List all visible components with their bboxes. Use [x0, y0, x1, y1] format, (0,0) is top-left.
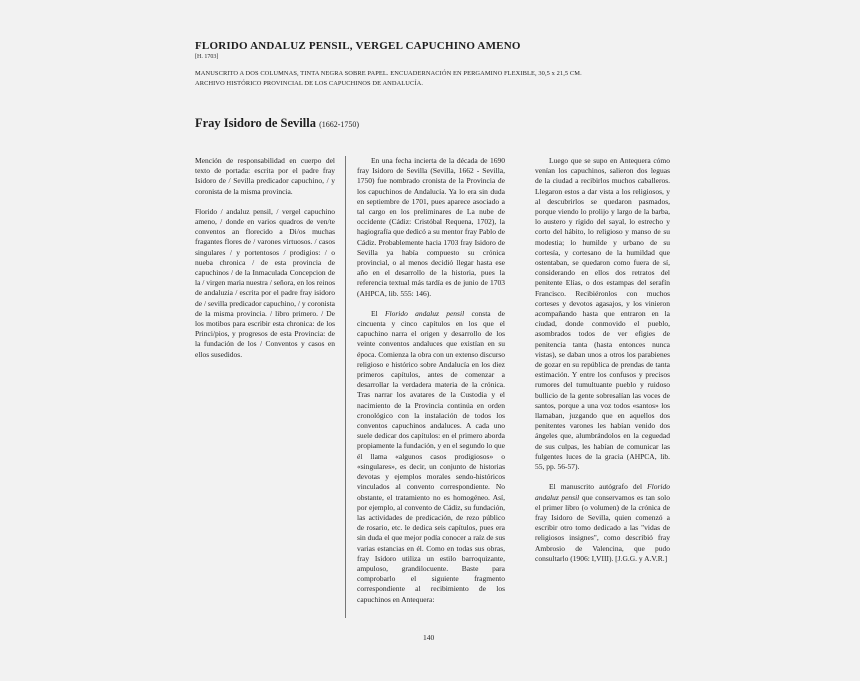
page-number: 140: [423, 633, 435, 642]
author-name: Fray Isidoro de Sevilla: [195, 116, 316, 130]
title-transcription-paragraph: Florido / andaluz pensil, / vergel capuchino ameno, / donde en varios quadros de ven/te conventos an florecido a Di/os muchas fragantes flores de / varones virtuosos. / casos singulares / y portentosos / prodigios: / o nueba chronica / de esta provincia de capuchinos / de la Inmaculada Concepcion de la / virgen maria nuestra / señora, en los reinos de andaluzia / escrita por el padre fray isidoro de / sevilla predicador capuchino, / y coronista de la misma provincia. / libro primero. / De los motibos para escribir esta chronica: de los Princi/pios, y progresos de esta Provincia: de la fundación de los / Conventos y casos en ellos susedidos.: [195, 206, 335, 359]
content-paragraph: [357, 309, 505, 605]
column-divider: [345, 156, 346, 618]
column-3: [535, 156, 670, 564]
column-2: [357, 156, 505, 605]
paragraph-body: consta de cincuenta y cinco capítulos en los que el capuchino narra el origen y desarrollo de los veinte conventos andaluces que existían en su época. Comienza la obra con un extenso discurso religioso e histórico sobre Andalucía en los diez primeros capítulos, antes de comenzar a desarrollar la verdadera materia de la crónica. Tras narrar los avatares de la Custodia y el nacimiento de la Provincia continúa en orden cronológico con la instalación de todos los conventos capuchinos andaluces. A cada uno suele dedicar dos capítulos: en el primero aborda propiamente la fundación, y en el segundo lo que él llama «algunos casos prodigiosos» o «singulares», es decir, un conjunto de historias devotas y ejemplos morales sendo-históricos vinculados al convento correspondiente. No obstante, el tratamiento no es homogéneo. Así, por ejemplo, al convento de Cádiz, su fundación, las actividades de predicación, de rezo público de rosario, etc. le dedica seis capítulos, pues era sin duda el que mejor podía conocer a raíz de sus varias estancias en él. Como en todas sus obras, fray Isidoro utiliza un estilo barroquizante, ampuloso, grandilocuente. Baste para comprobarlo el siguiente fragmento correspondiente al recibimiento de los capuchinos en Antequera:: [357, 308, 505, 604]
manuscript-description: MANUSCRITO A DOS COLUMNAS, TINTA NEGRA SOBRE PAPEL. ENCUADERNACIÓN EN PERGAMINO FLEXIBLE, 30,5 x 21,5 CM.: [195, 70, 582, 77]
paragraph-lead: El: [371, 308, 385, 318]
paragraph-lead: El manuscrito autógrafo del: [549, 482, 648, 492]
work-title-italic: Florido andaluz pensil: [535, 482, 670, 502]
author-years: (1662-1750): [319, 120, 360, 129]
history-paragraph: En una fecha incierta de la década de 1690 fray Isidoro de Sevilla (Sevilla, 1662 - Sevilla, 1750) fue nombrado cronista de la Provincia de los capuchinos de Andalucía. Ya lo era sin duda en septiembre de 1701, pues aparece asociado a tal cargo en los preliminares de La nube de occidente (Cádiz: Cristóbal Requena, 1702), la hagiografía que dedicó a su mentor fray Pablo de Cádiz. Probablemente hacia 1703 fray Isidoro de Sevilla ya había compuesto su crónica provincial, o al menos decidió llegar hasta ese año en el desarrollo de la historia, pues la referencia textual más tardía es de junio de 1703 (AHPCA, lib. 555: 146).: [357, 156, 505, 298]
document-title: FLORIDO ANDALUZ PENSIL, VERGEL CAPUCHINO AMENO: [195, 40, 521, 52]
work-title-italic: Florido andaluz pensil: [384, 308, 465, 318]
paragraph-body: que conservamos es tan solo el primer libro (o volumen) de la crónica de fray Isidoro de Sevilla, quien comenzó a escribir otro tomo dedicado a las "vidas de religiosos insignes", como describió fray Ambrosio de Valencina, que pudo consultarlo (1906: I,VIII). [J.G.G. y A.V.R.]: [535, 492, 670, 563]
responsibility-paragraph: Mención de responsabilidad en cuerpo del texto de portada: escrita por el padre fray Isidoro de / Sevilla predicador capuchino, / y coronista de la misma provincia.: [195, 156, 335, 196]
manuscript-paragraph: [535, 482, 670, 564]
archive-line: ARCHIVO HISTÓRICO PROVINCIAL DE LOS CAPUCHINOS DE ANDALUCÍA.: [195, 80, 424, 87]
quotation-paragraph: Luego que se supo en Antequera cómo venían los capuchinos, salieron dos leguas de la ciudad a recibirlos muchos caballeros. Llegaron estos a dar vista a los religiosos, y al descubrirlos se quedaron pasmados, porque viendo lo prolijo y largo de la barba, lo austero y rígido del sayal, lo estrecho y corto del hábito, lo religioso y manso de su modestia; lo humilde y urbano de su cortesía, y cortesano de la humildad que ostentaban, se quedaron como fuera de sí, considerando en ellos dos retratos del penitente Elías, o dos estampas del serafín Francisco. Recibiéronlos con muchos corteses y devotos agasajos, y los vinieron acompañando hasta que entraron en la ciudad, donde conmovido el pueblo, asombrados todos de ver efigies de penitencia tanta (hasta entonces nunca vistas), se daban unos a otros los parabienes de gozar en su república de prendas de tanta estimación. Y entre los confusos y precisos rumores del tumultuante pueblo y ruidoso bullicio de la gente sobresalían las voces de santos, porque a una voz todos «santos» los llamaban, juzgando que en aquellos dos penitentes varones les habían venido dos ángeles que, alumbrándolos en la ceguedad de sus culpas, les habían de comunicar las fulgentes luces de la gracia (AHPCA, lib. 55, pp. 56-57).: [535, 156, 670, 472]
author-heading: [195, 116, 359, 131]
reference-code: [H. 1703]: [195, 54, 219, 60]
column-1: [195, 156, 335, 360]
